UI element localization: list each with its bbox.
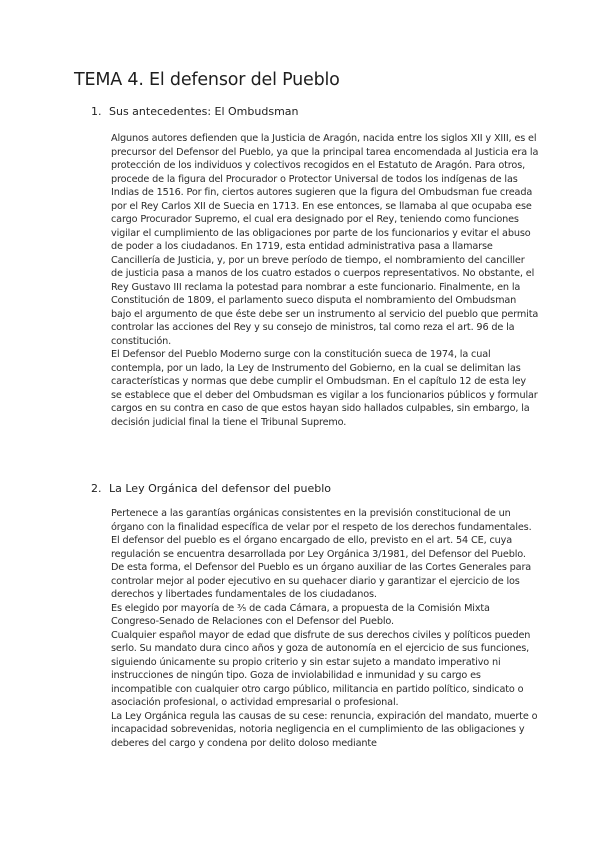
section-antecedentes xyxy=(91,105,539,429)
paragraph: Pertenece a las garantías orgánicas consistentes en la previsión constitucional de un órgano con la finalidad específica de velar por el respeto de los derechos fundamentales. El defensor del pueblo es el órgano encargado de ello, previsto en el art. 54 CE, cuya regulación se encuentra desarrollada por Ley Orgánica 3/1981, del Defensor del Pueblo. De esta forma, el Defensor del Pueblo es un órgano auxiliar de las Cortes Generales para controlar mejor al poder ejecutivo en su quehacer diario y garantizar el ejercicio de los derechos y libertades fundamentales de los ciudadanos. xyxy=(111,508,532,600)
section-body xyxy=(111,507,539,750)
page-title: TEMA 4. El defensor del Pueblo xyxy=(74,70,340,90)
section-number: 1. xyxy=(91,105,102,118)
section-body xyxy=(111,132,539,429)
paragraph: Es elegido por mayoría de ⅗ de cada Cámara, a propuesta de la Comisión Mixta Congreso-Senado de Relaciones con el Defensor del Pueblo. xyxy=(111,602,490,627)
paragraph: Algunos autores defienden que la Justicia de Aragón, nacida entre los siglos XII y XIII, es el precursor del Defensor del Pueblo, ya que la principal tarea encomendada al Justicia era la protección de los individuos y colectivos recogidos en el Estatuto de Aragón. Para otros, procede de la figura del Procurador o Protector Universal de todos los indígenas de las Indias de 1516. Por fin, ciertos autores sugieren que la figura del Ombudsman fue creada por el Rey Carlos XII de Suecia en 1713. En ese entonces, se llamaba al que ocupaba ese cargo Procurador Supremo, el cual era designado por el Rey, teniendo como funciones vigilar el cumplimiento de las obligaciones por parte de los funcionarios y evitar el abuso de poder a los ciudadanos. En 1719, esta entidad administrativa pasa a llamarse Cancillería de Justicia, y, por un breve período de tiempo, el nombramiento del canciller de justicia pasa a manos de los cuatro estados o cuerpos representativos. No obstante, el Rey Gustavo III reclama la potestad para nombrar a este funcionario. Finalmente, en la Constitución de 1809, el parlamento sueco disputa el nombramiento del Ombudsman bajo el argumento de que éste debe ser un instrumento al servicio del pueblo que permita controlar las acciones del Rey y su consejo de ministros, tal como reza el art. 96 de la constitución. xyxy=(111,133,539,347)
section-heading xyxy=(91,482,539,495)
section-ley-organica xyxy=(91,482,539,750)
paragraph: Cualquier español mayor de edad que disfrute de sus derechos civiles y políticos pueden serlo. Su mandato dura cinco años y goza de autonomía en el ejercicio de sus funciones, siguiendo únicamente su propio criterio y sin estar sujeto a mandato imperativo ni instrucciones de ningún tipo. Goza de inviolabilidad e inmunidad y su cargo es incompatible con cualquier otro cargo público, militancia en partido político, sindicato o asociación profesional, o actividad empresarial o profesional. xyxy=(111,629,531,708)
paragraph: El Defensor del Pueblo Moderno surge con la constitución sueca de 1974, la cual contempla, por un lado, la Ley de Instrumento del Gobierno, en la cual se delimitan las características y normas que debe cumplir el Ombudsman. En el capítulo 12 de esta ley se establece que el deber del Ombudsman es vigilar a los funcionarios públicos y formular cargos en su contra en caso de que estos hayan sido hallados culpables, sin embargo, la decisión judicial final la tiene el Tribunal Supremo. xyxy=(111,349,538,428)
section-number: 2. xyxy=(91,482,102,495)
paragraph: La Ley Orgánica regula las causas de su cese: renuncia, expiración del mandato, muerte o incapacidad sobrevenidas, notoria negligencia en el cumplimiento de las obligaciones y deberes del cargo y condena por delito doloso mediante xyxy=(111,710,538,749)
section-title: La Ley Orgánica del defensor del pueblo xyxy=(109,482,332,495)
section-title: Sus antecedentes: El Ombudsman xyxy=(109,105,299,118)
section-heading xyxy=(91,105,539,118)
